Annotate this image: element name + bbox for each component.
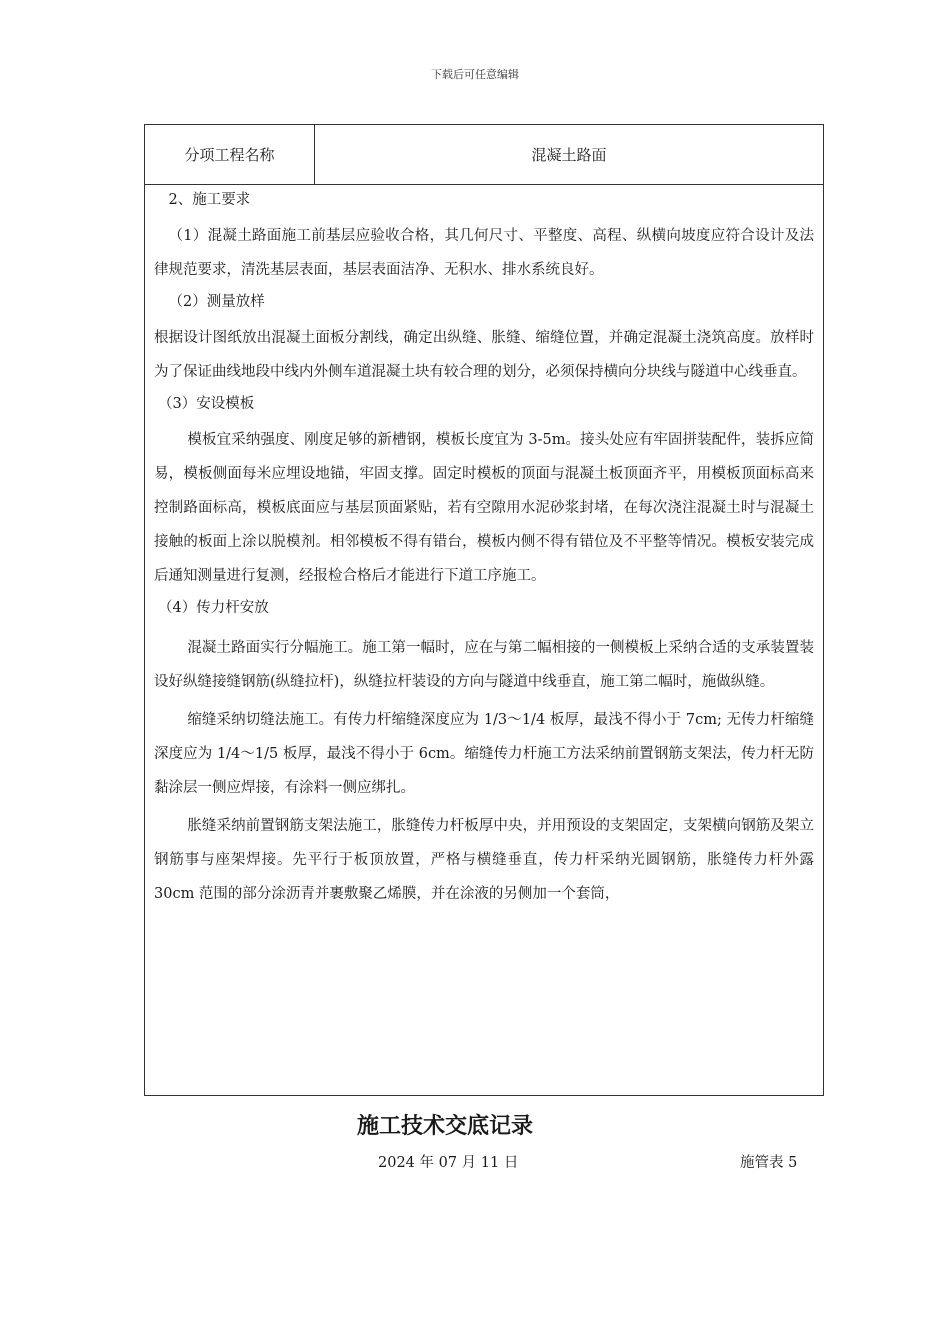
table-content: [145, 185, 823, 911]
paragraph-dowel-3: 胀缝采纳前置钢筋支架法施工，胀缝传力杆板厚中央，并用预设的支架固定，支架横向钢筋及架立钢筋事与座架焊接。先平行于板顶放置，严格与横缝垂直，传力杆采纳光圆钢筋，胀缝传力杆外露 30cm 范围的部分涂沥青并裹敷聚乙烯膜，并在涂液的另侧加一个套筒，: [154, 818, 814, 902]
section-title-requirements: 2、施工要求: [168, 192, 251, 208]
header-note: 下载后可任意编辑: [431, 68, 519, 81]
document-date: 2024 年 07 月 11 日: [378, 1155, 519, 1171]
paragraph-formwork: 模板宜采纳强度、刚度足够的新槽钢，模板长度宜为 3-5m。接头处应有牢固拼装配件，装拆应简易，模板侧面每米应埋设地锚，牢固支撑。固定时模板的顶面与混凝土板顶面齐平，用模板顶面标高来控制路面标高，模板底面应与基层顶面紧贴，若有空隙用水泥砂浆封堵，在每次浇注混凝土时与混凝土接触的板面上涂以脱模剂。相邻模板不得有错台，模板内侧不得有错位及不平整等情况。模板安装完成后通知测量进行复测，经报检合格后才能进行下道工序施工。: [154, 432, 814, 584]
table-header-row: [145, 125, 823, 185]
form-number: 施管表 5: [740, 1155, 798, 1171]
section-title-formwork: （3）安设模板: [158, 396, 255, 412]
paragraph-measure: 根据设计图纸放出混凝土面板分割线，确定出纵缝、胀缝、缩缝位置，并确定混凝土浇筑高度。放样时为了保证曲线地段中线内外侧车道混凝土块有较合理的划分，必须保持横向分块线与隧道中心线垂直。: [154, 330, 814, 380]
paragraph-dowel-2: 缩缝采纳切缝法施工。有传力杆缩缝深度应为 1/3～1/4 板厚，最浅不得小于 7cm; 无传力杆缩缝深度应为 1/4～1/5 板厚，最浅不得小于 6cm。缩缝传力杆施工方法采纳前置钢筋支架法，传力杆无防黏涂层一侧应焊接，有涂料一侧应绑扎。: [154, 712, 814, 796]
section-title-measure: （2）测量放样: [168, 294, 265, 310]
project-name-value: 混凝土路面: [531, 146, 607, 164]
document-title: 施工技术交底记录: [356, 1114, 533, 1139]
paragraph-base-requirements: （1）混凝土路面施工前基层应验收合格，其几何尺寸、平整度、高程、纵横向坡度应符合设计及法律规范要求，清洗基层表面，基层表面洁净、无积水、排水系统良好。: [154, 228, 814, 278]
disclosure-table: [144, 124, 824, 1096]
section-title-dowel: （4）传力杆安放: [158, 600, 269, 616]
paragraph-dowel-1: 混凝土路面实行分幅施工。施工第一幅时，应在与第二幅相接的一侧模板上采纳合适的支承装置装设好纵缝接缝钢筋(纵缝拉杆)，纵缝拉杆装设的方向与隧道中线垂直，施工第二幅时，施做纵缝。: [154, 640, 814, 690]
project-name-label: 分项工程名称: [145, 125, 315, 184]
